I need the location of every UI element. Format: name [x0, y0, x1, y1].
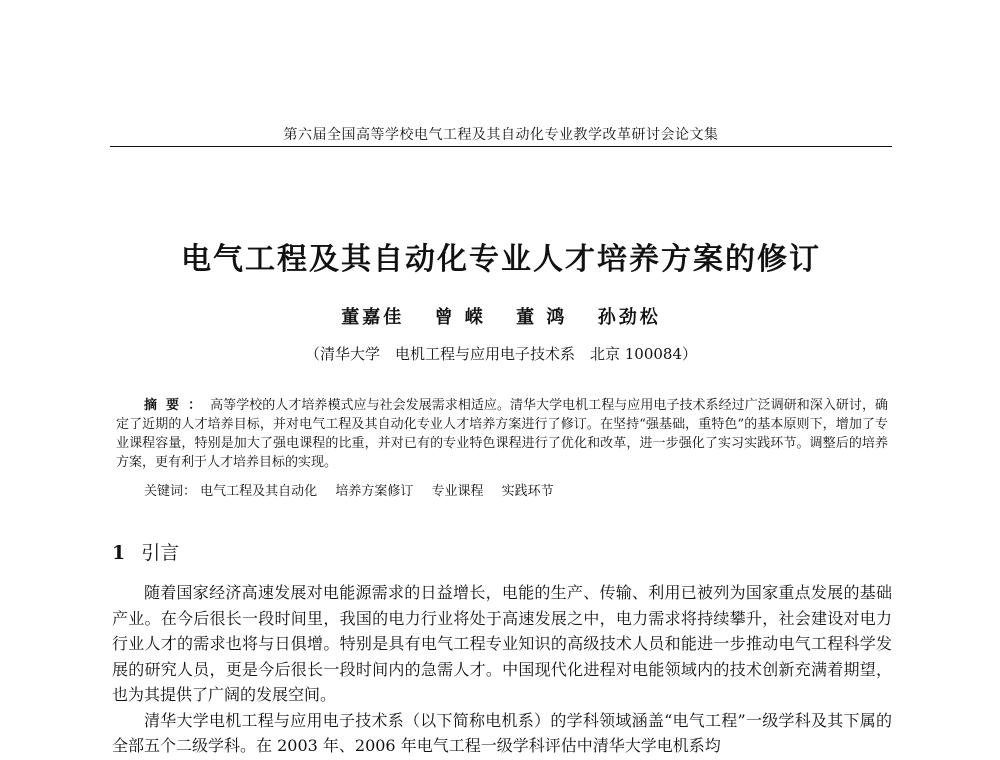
author-name: 曾 嵘	[434, 307, 486, 328]
keywords	[116, 482, 888, 501]
author-name: 董 鸿	[516, 307, 568, 328]
abstract	[116, 396, 888, 472]
running-header: 第六届全国高等学校电气工程及其自动化专业教学改革研讨会论文集	[283, 127, 719, 143]
section-heading	[112, 538, 179, 565]
header-rule	[110, 146, 892, 147]
keyword: 专业课程	[431, 484, 484, 499]
paper-title: 电气工程及其自动化专业人才培养方案的修订	[181, 242, 821, 277]
keyword: 实践环节	[501, 484, 554, 499]
keyword: 电气工程及其自动化	[200, 484, 318, 499]
keywords-label: 关键词：	[144, 484, 197, 499]
section-title: 引言	[141, 542, 180, 564]
abstract-label: 摘要：	[144, 398, 211, 413]
author-list	[110, 303, 892, 329]
body-paragraph: 随着国家经济高速发展对电能源需求的日益增长，电能的生产、传输、利用已被列为国家重点发展的基础产业。在今后很长一段时间里，我国的电力行业将处于高速发展之中，电力需求将持续攀升，社会建设对电力行业人才的需求也将与日俱增。特别是具有电气工程专业知识的高级技术人员和能进一步推动电气工程科学发展的研究人员，更是今后很长一段时间内的急需人才。中国现代化进程对电能领域内的技术创新充满着期望，也为其提供了广阔的发展空间。	[112, 583, 892, 704]
author-name: 孙劲松	[597, 307, 661, 328]
keyword: 培养方案修订	[335, 484, 414, 499]
abstract-text: 高等学校的人才培养模式应与社会发展需求相适应。清华大学电机工程与应用电子技术系经过广泛调研和深入研讨，确定了近期的人才培养目标，并对电气工程及其自动化专业人才培养方案进行了修订。在坚持“强基础，重特色”的基本原则下，增加了专业课程容量，特别是加大了强电课程的比重，并对已有的专业特色课程进行了优化和改革，进一步强化了实习实践环节。调整后的培养方案，更有利于人才培养目标的实现。	[116, 398, 888, 470]
section-number: 1	[112, 542, 126, 564]
body-text	[112, 580, 892, 759]
author-name: 董嘉佳	[341, 307, 405, 328]
body-paragraph: 清华大学电机工程与应用电子技术系（以下简称电机系）的学科领域涵盖“电气工程”一级学科及其下属的全部五个二级学科。在 2003 年、2006 年电气工程一级学科评估中清华大学电机系均	[112, 710, 892, 755]
affiliation: （清华大学 电机工程与应用电子技术系 北京 100084）	[304, 345, 698, 363]
